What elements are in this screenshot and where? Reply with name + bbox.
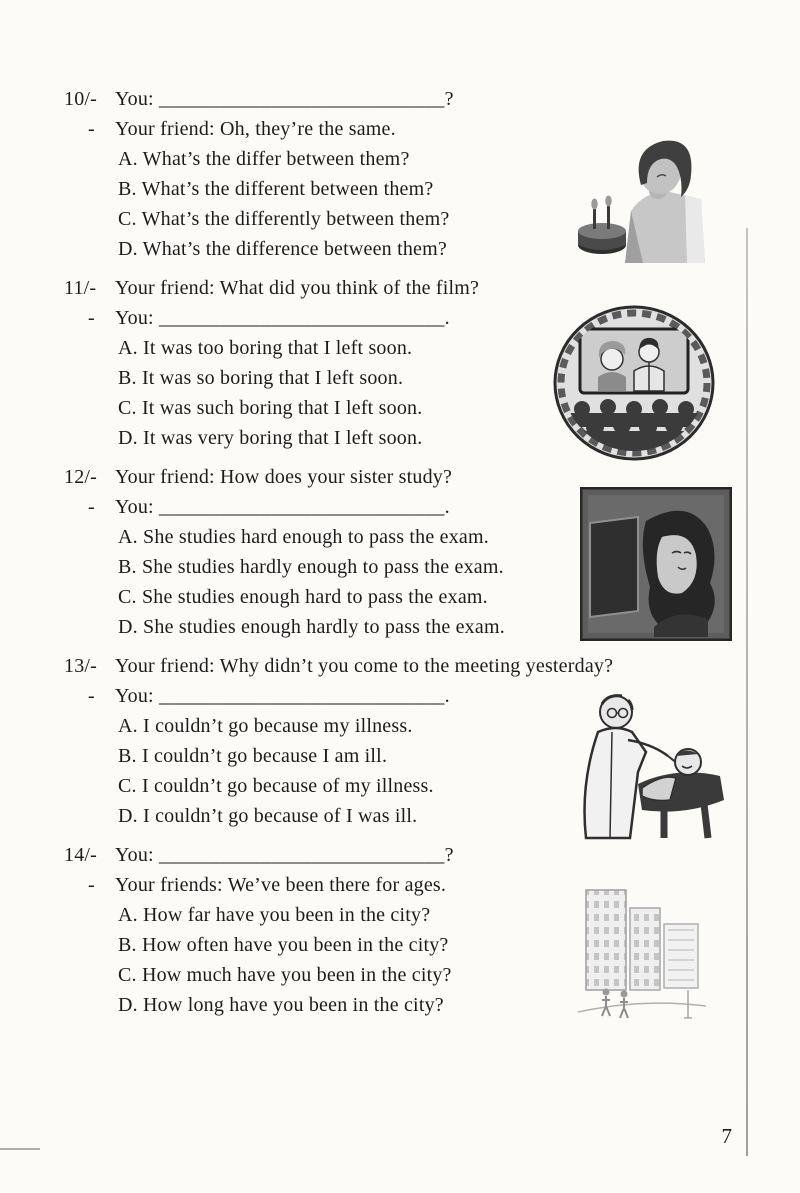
question-number: 13/- xyxy=(64,655,98,677)
option-b: B. What’s the different between them? xyxy=(118,178,434,200)
reply-line: You: ____________________________. xyxy=(115,307,450,329)
option-d: D. She studies enough hardly to pass the exam. xyxy=(118,616,505,638)
page-number: 7 xyxy=(721,1124,732,1148)
reply-line: You: ____________________________. xyxy=(115,496,450,518)
question-line xyxy=(64,651,754,681)
cinema-screen-illustration xyxy=(552,303,716,462)
speaker-line: Your friend: How does your sister study? xyxy=(115,466,453,488)
question-line xyxy=(64,273,754,303)
option-c: C. How much have you been in the city? xyxy=(118,964,452,986)
option-b: B. She studies hardly enough to pass the exam. xyxy=(118,556,504,578)
reply-dash: - xyxy=(88,496,95,518)
speaker-line: You: ____________________________? xyxy=(115,844,454,866)
dentist-patient-illustration xyxy=(572,688,728,842)
option-a: A. What’s the differ between them? xyxy=(118,148,410,170)
reply-dash: - xyxy=(88,874,95,896)
question-line xyxy=(64,840,754,870)
question-number: 10/- xyxy=(64,88,98,110)
option-c: C. I couldn’t go because of my illness. xyxy=(118,775,434,797)
speaker-line: Your friend: Why didn’t you come to the meeting yesterday? xyxy=(115,655,614,677)
option-d: D. What’s the difference between them? xyxy=(118,238,447,260)
reply-line: Your friends: We’ve been there for ages. xyxy=(115,874,447,896)
option-c: C. It was such boring that I left soon. xyxy=(118,397,423,419)
option-b: B. It was so boring that I left soon. xyxy=(118,367,404,389)
speaker-line: You: ____________________________? xyxy=(115,88,454,110)
option-d: D. How long have you been in the city? xyxy=(118,994,444,1016)
option-b: B. How often have you been in the city? xyxy=(118,934,449,956)
option-a: A. She studies hard enough to pass the exam. xyxy=(118,526,489,548)
reply-dash: - xyxy=(88,307,95,329)
scan-artifact-right-line xyxy=(746,228,748,1156)
question-number: 14/- xyxy=(64,844,98,866)
reply-line: You: ____________________________. xyxy=(115,685,450,707)
birthday-cake-boy-illustration xyxy=(573,133,723,263)
scan-artifact-bottom-line xyxy=(0,1148,40,1150)
reply-dash: - xyxy=(88,685,95,707)
reply-dash: - xyxy=(88,118,95,140)
option-b: B. I couldn’t go because I am ill. xyxy=(118,745,388,767)
option-c: C. She studies enough hard to pass the exam. xyxy=(118,586,488,608)
question-number: 11/- xyxy=(64,277,97,299)
option-a: A. How far have you been in the city? xyxy=(118,904,431,926)
woman-studying-illustration xyxy=(580,487,732,641)
option-a: A. It was too boring that I left soon. xyxy=(118,337,413,359)
question-number: 12/- xyxy=(64,466,98,488)
option-a: A. I couldn’t go because my illness. xyxy=(118,715,413,737)
option-c: C. What’s the differently between them? xyxy=(118,208,450,230)
option-d: D. I couldn’t go because of I was ill. xyxy=(118,805,418,827)
city-street-illustration xyxy=(572,872,712,1022)
reply-line: Your friend: Oh, they’re the same. xyxy=(115,118,396,140)
speaker-line: Your friend: What did you think of the film? xyxy=(115,277,480,299)
option-d: D. It was very boring that I left soon. xyxy=(118,427,423,449)
question-line xyxy=(64,84,754,114)
